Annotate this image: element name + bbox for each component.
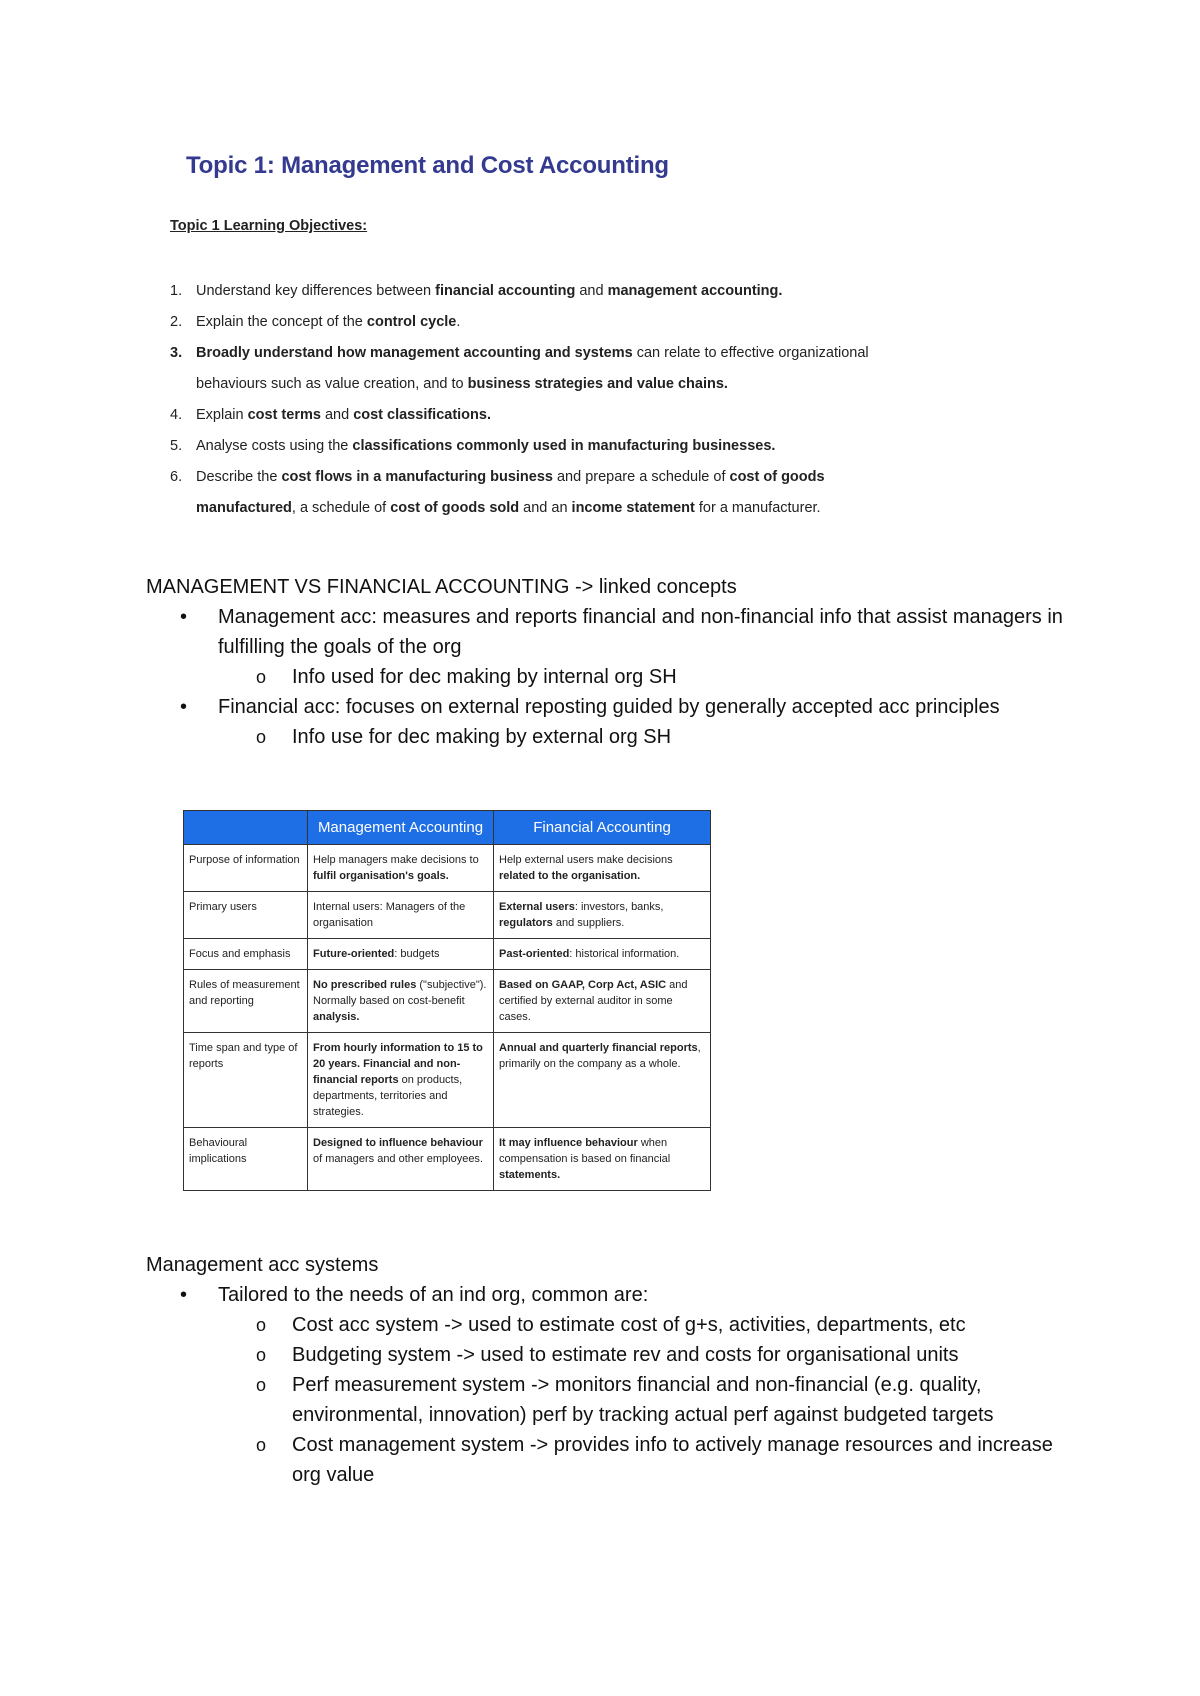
objectives-list	[170, 276, 870, 524]
management-cell: Designed to influence behaviour of managers and other employees.	[308, 1128, 494, 1191]
table-row	[184, 970, 711, 1033]
list-item: • Management acc: measures and reports financial and non-financial info that assist managers in fulfilling the goals of the org	[146, 602, 1066, 662]
table-header-row	[184, 811, 711, 845]
list-item: o Cost acc system -> used to estimate cost of g+s, activities, departments, etc	[146, 1310, 1066, 1340]
bullet-list	[146, 602, 1066, 752]
section-heading: Management acc systems	[146, 1254, 379, 1276]
list-item: o Perf measurement system -> monitors financial and non-financial (e.g. quality, environmental, innovation) perf by tracking actual perf against budgeted targets	[146, 1370, 1066, 1430]
list-item: o Budgeting system -> used to estimate rev and costs for organisational units	[146, 1340, 1066, 1370]
management-cell: No prescribed rules ("subjective"). Normally based on cost-benefit analysis.	[308, 970, 494, 1033]
table-row	[184, 892, 711, 939]
comparison-table	[183, 810, 711, 1191]
table-row	[184, 845, 711, 892]
financial-cell: Help external users make decisions related to the organisation.	[494, 845, 711, 892]
objective-item: 3. Broadly understand how management accounting and systems can relate to effective organizational behaviours such as value creation, and to business strategies and value chains.	[170, 345, 869, 392]
table-header-empty	[184, 811, 308, 845]
objective-item: 4. Explain cost terms and cost classifications.	[170, 407, 491, 423]
financial-cell: Based on GAAP, Corp Act, ASIC and certified by external auditor in some cases.	[494, 970, 711, 1033]
list-item: o Info use for dec making by external org SH	[146, 722, 1066, 752]
table-row	[184, 939, 711, 970]
financial-cell: Past-oriented: historical information.	[494, 939, 711, 970]
table-row	[184, 1033, 711, 1128]
section-heading: MANAGEMENT VS FINANCIAL ACCOUNTING -> linked concepts	[146, 576, 737, 598]
row-label: Primary users	[184, 892, 308, 939]
table-body	[184, 845, 711, 1191]
financial-cell: External users: investors, banks, regulators and suppliers.	[494, 892, 711, 939]
section-management-vs-financial	[146, 572, 1066, 752]
financial-cell: It may influence behaviour when compensation is based on financial statements.	[494, 1128, 711, 1191]
objective-item: 1. Understand key differences between financial accounting and management accounting.	[170, 283, 783, 299]
objective-item: 5. Analyse costs using the classifications commonly used in manufacturing businesses.	[170, 438, 776, 454]
table-header-financial: Financial Accounting	[494, 811, 711, 845]
objective-item: 2. Explain the concept of the control cycle.	[170, 314, 461, 330]
management-cell: From hourly information to 15 to 20 years. Financial and non-financial reports on products, departments, territories and strategies.	[308, 1033, 494, 1128]
row-label: Rules of measurement and reporting	[184, 970, 308, 1033]
list-item: o Info used for dec making by internal org SH	[146, 662, 1066, 692]
list-item: o Cost management system -> provides info to actively manage resources and increase org value	[146, 1430, 1066, 1490]
management-cell: Internal users: Managers of the organisation	[308, 892, 494, 939]
list-item: • Tailored to the needs of an ind org, common are:	[146, 1280, 1066, 1310]
row-label: Time span and type of reports	[184, 1033, 308, 1128]
topic-title: Topic 1: Management and Cost Accounting	[186, 152, 669, 179]
objective-item: 6. Describe the cost flows in a manufacturing business and prepare a schedule of cost of goods manufactured, a schedule of cost of goods sold and an income statement for a manufacturer.	[170, 469, 825, 516]
bullet-list	[146, 1280, 1066, 1490]
row-label: Focus and emphasis	[184, 939, 308, 970]
list-item: • Financial acc: focuses on external reposting guided by generally accepted acc principles	[146, 692, 1066, 722]
management-cell: Help managers make decisions to fulfil organisation's goals.	[308, 845, 494, 892]
objectives-heading: Topic 1 Learning Objectives:	[170, 218, 368, 234]
row-label: Behavioural implications	[184, 1128, 308, 1191]
table-row	[184, 1128, 711, 1191]
row-label: Purpose of information	[184, 845, 308, 892]
section-management-acc-systems	[146, 1250, 1066, 1490]
financial-cell: Annual and quarterly financial reports, primarily on the company as a whole.	[494, 1033, 711, 1128]
management-cell: Future-oriented: budgets	[308, 939, 494, 970]
table-header-management: Management Accounting	[308, 811, 494, 845]
